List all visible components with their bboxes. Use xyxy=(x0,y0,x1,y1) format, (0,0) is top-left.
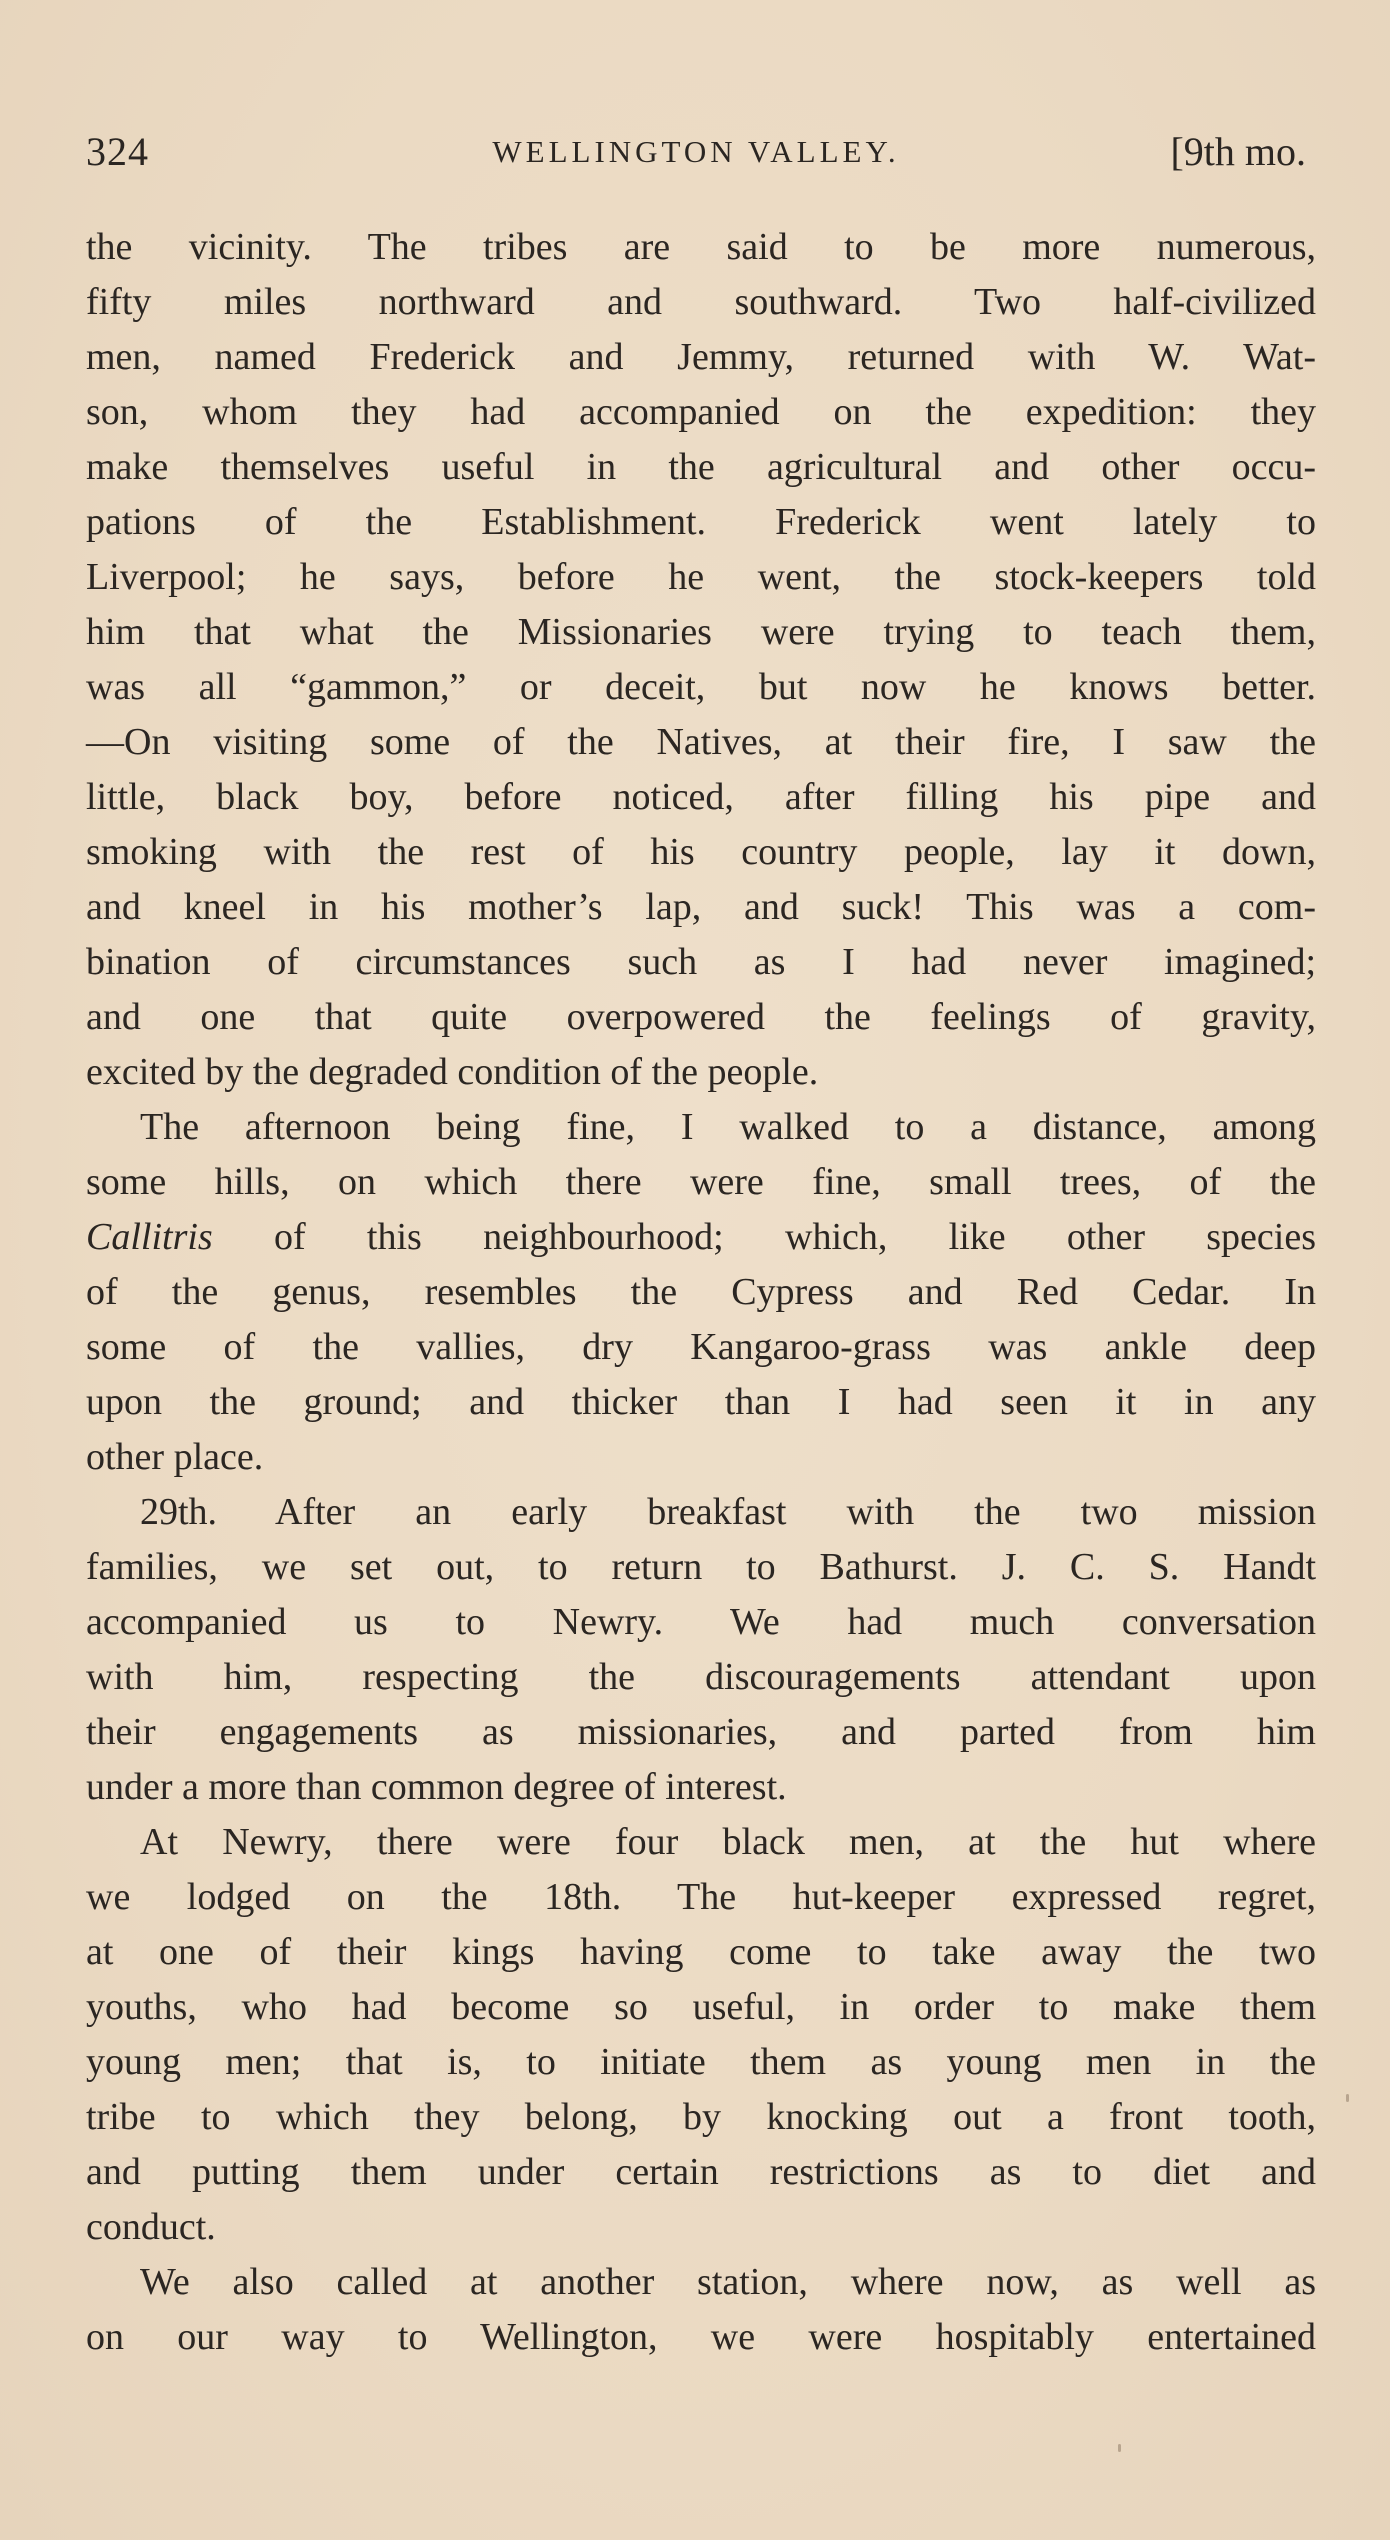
text-line: We also called at another station, where now, as well as xyxy=(140,2261,1316,2303)
text-line: and kneel in his mother’s lap, and suck! This was a com- xyxy=(86,886,1316,928)
paper-speck xyxy=(1346,2094,1349,2102)
text-line: was all “gammon,” or deceit, but now he knows better. xyxy=(86,666,1316,708)
text-line: the vicinity. The tribes are said to be more numerous, xyxy=(86,226,1316,268)
text-line: some hills, on which there were fine, small trees, of the xyxy=(86,1161,1316,1203)
text-line: upon the ground; and thicker than I had seen it in any xyxy=(86,1381,1316,1423)
text-line: of the genus, resembles the Cypress and Red Cedar. In xyxy=(86,1271,1316,1313)
text-line: youths, who had become so useful, in order to make them xyxy=(86,1986,1316,2028)
text-line: —On visiting some of the Natives, at their fire, I saw the xyxy=(86,721,1316,763)
text-line: some of the vallies, dry Kangaroo-grass was ankle deep xyxy=(86,1326,1316,1368)
text-line: young men; that is, to initiate them as young men in the xyxy=(86,2041,1316,2083)
paper-speck xyxy=(1118,2444,1121,2452)
text-line: fifty miles northward and southward. Two half-civilized xyxy=(86,281,1316,323)
body-text xyxy=(86,220,1316,2365)
text-line: smoking with the rest of his country people, lay it down, xyxy=(86,831,1316,873)
text-line: other place. xyxy=(86,1436,264,1478)
text-line: tribe to which they belong, by knocking out a front tooth, xyxy=(86,2096,1316,2138)
text-line: on our way to Wellington, we were hospitably entertained xyxy=(86,2316,1316,2358)
text-line: make themselves useful in the agricultural and other occu- xyxy=(86,446,1316,488)
page-number: 324 xyxy=(86,129,149,174)
text-line: Liverpool; he says, before he went, the stock-keepers told xyxy=(86,556,1316,598)
running-title: WELLINGTON VALLEY. xyxy=(492,134,900,169)
text-line: and one that quite overpowered the feelings of gravity, xyxy=(86,996,1316,1038)
text-line: under a more than common degree of interest. xyxy=(86,1766,787,1808)
text-line-with-italic xyxy=(86,1210,1316,1265)
text-line: At Newry, there were four black men, at the hut where xyxy=(140,1821,1316,1863)
text-line: The afternoon being fine, I walked to a distance, among xyxy=(140,1106,1316,1148)
text-line: bination of circumstances such as I had never imagined; xyxy=(86,941,1316,983)
text-line: and putting them under certain restrictions as to diet and xyxy=(86,2151,1316,2193)
text-line: accompanied us to Newry. We had much conversation xyxy=(86,1601,1316,1643)
text-line: we lodged on the 18th. The hut-keeper expressed regret, xyxy=(86,1876,1316,1918)
text-line: son, whom they had accompanied on the expedition: they xyxy=(86,391,1316,433)
text-line: with him, respecting the discouragements attendant upon xyxy=(86,1656,1316,1698)
text-line: pations of the Establishment. Frederick went lately to xyxy=(86,501,1316,543)
text-line: at one of their kings having come to take away the two xyxy=(86,1931,1316,1973)
text-line: their engagements as missionaries, and parted from him xyxy=(86,1711,1316,1753)
italic-term: Callitris xyxy=(86,1216,213,1258)
text-line: excited by the degraded condition of the people. xyxy=(86,1051,819,1093)
text-line: 29th. After an early breakfast with the two mission xyxy=(140,1491,1316,1533)
page-header xyxy=(86,128,1306,184)
text-line: families, we set out, to return to Bathurst. J. C. S. Handt xyxy=(86,1546,1316,1588)
text-line: conduct. xyxy=(86,2206,216,2248)
text-line-rest: of this neighbourhood; which, like other species xyxy=(274,1216,1316,1258)
text-line: men, named Frederick and Jemmy, returned with W. Wat- xyxy=(86,336,1316,378)
running-date: [9th mo. xyxy=(1170,129,1306,174)
text-line: him that what the Missionaries were trying to teach them, xyxy=(86,611,1316,653)
text-line: little, black boy, before noticed, after filling his pipe and xyxy=(86,776,1316,818)
